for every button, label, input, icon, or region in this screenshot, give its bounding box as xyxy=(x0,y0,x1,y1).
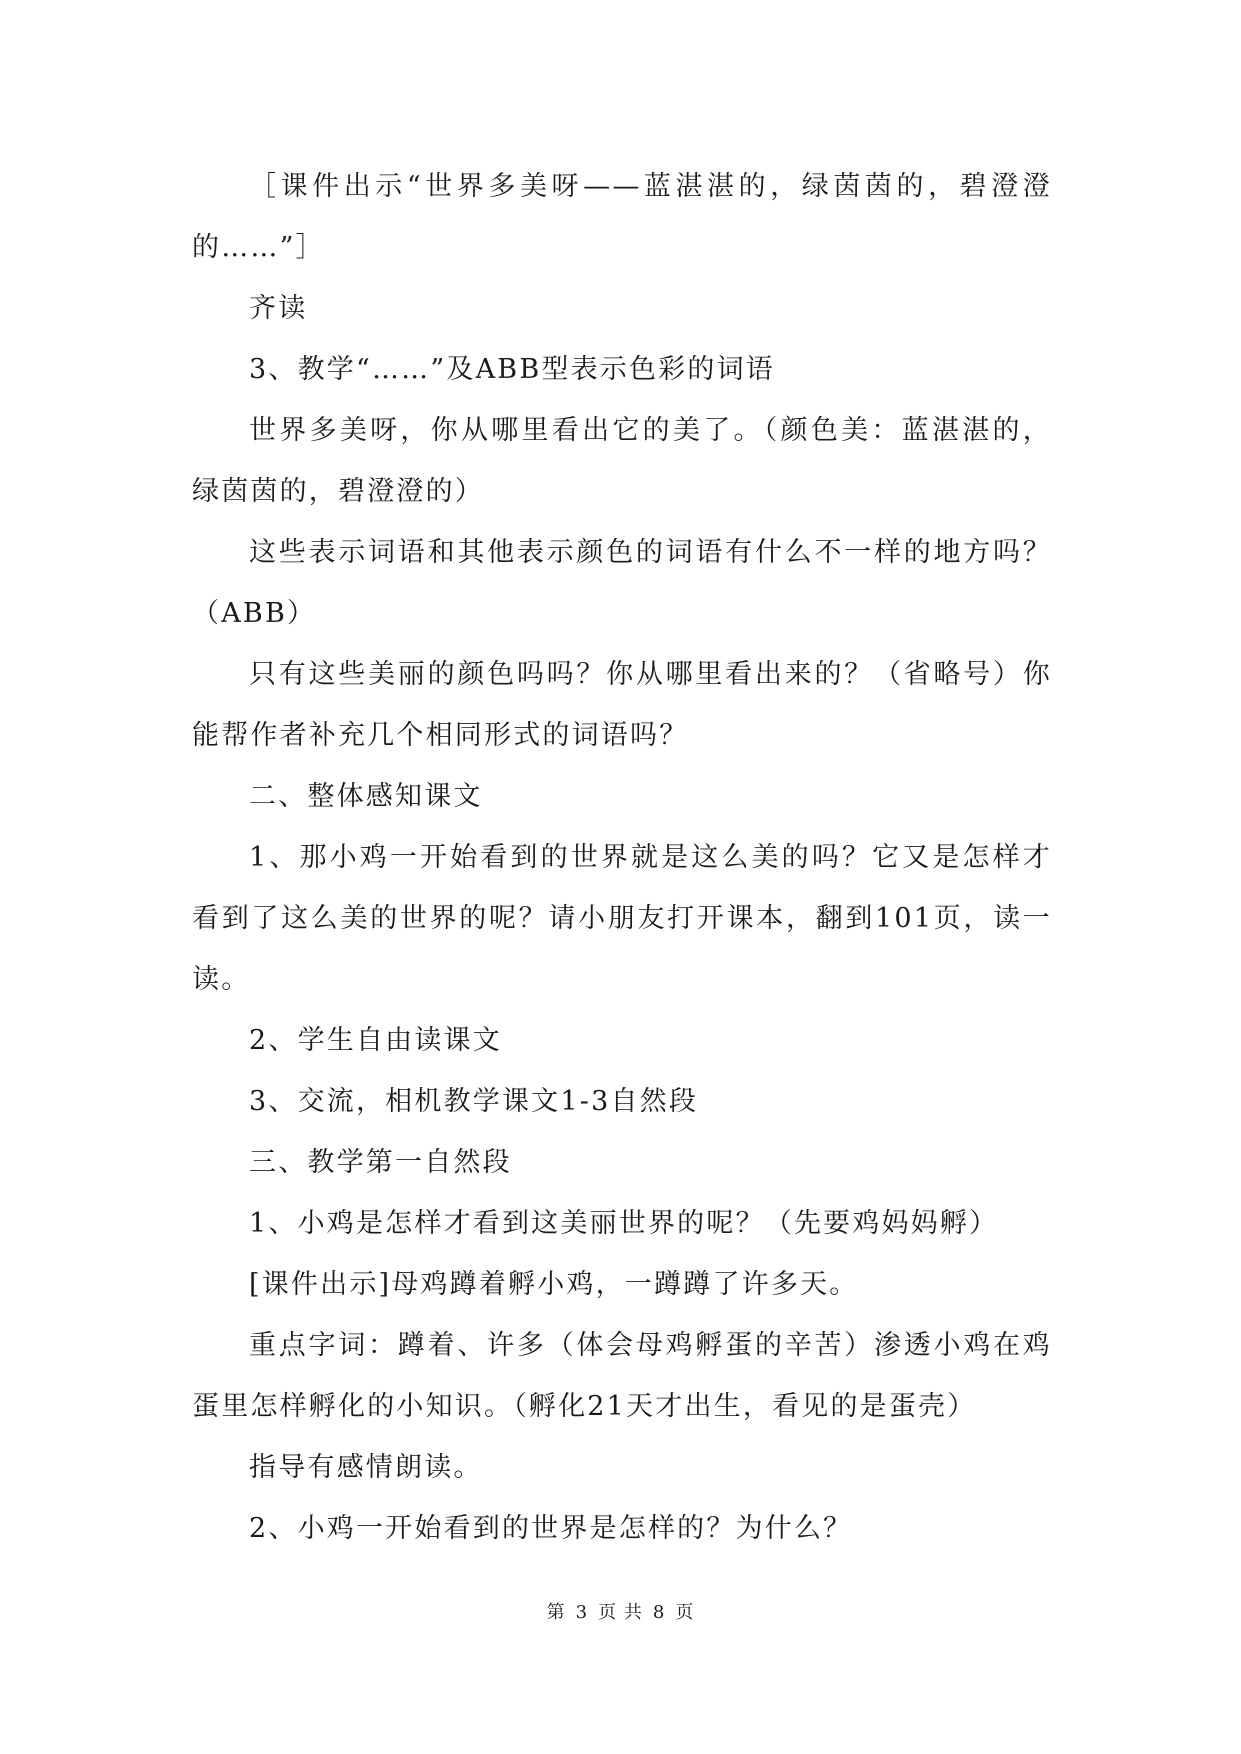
page-footer xyxy=(0,1598,1241,1624)
body-text xyxy=(192,156,1052,1559)
total-pages-number: 8 xyxy=(652,1602,666,1623)
paragraph: [课件出示]母鸡蹲着孵小鸡，一蹲蹲了许多天。 xyxy=(249,1269,859,1300)
footer-suffix: 页 xyxy=(675,1602,695,1623)
paragraph: 1、小鸡是怎样才看到这美丽世界的呢？（先要鸡妈妈孵） xyxy=(249,1208,999,1239)
paragraph: 齐读 xyxy=(249,293,308,324)
section-heading: 三、教学第一自然段 xyxy=(249,1147,512,1178)
paragraph: 指导有感情朗读。 xyxy=(249,1452,483,1483)
paragraph: 1、那小鸡一开始看到的世界就是这么美的吗？它又是怎样才看到了这么美的世界的呢？请小朋友打开课本，翻到101页，读一读。 xyxy=(192,842,1052,995)
paragraph: 这些表示词语和其他表示颜色的词语有什么不一样的地方吗？（ABB） xyxy=(192,537,1052,629)
paragraph: 世界多美呀，你从哪里看出它的美了。（颜色美：蓝湛湛的，绿茵茵的，碧澄澄的） xyxy=(192,415,1052,507)
footer-middle: 页 共 xyxy=(598,1602,643,1623)
paragraph: 2、小鸡一开始看到的世界是怎样的？为什么？ xyxy=(249,1513,853,1544)
paragraph: 3、教学“……”及ABB型表示色彩的词语 xyxy=(249,354,775,385)
paragraph: ［课件出示“世界多美呀——蓝湛湛的，绿茵茵的，碧澄澄的……”］ xyxy=(192,171,1052,263)
current-page-number: 3 xyxy=(575,1602,589,1623)
section-heading: 二、整体感知课文 xyxy=(249,781,483,812)
paragraph: 重点字词：蹲着、许多（体会母鸡孵蛋的辛苦）渗透小鸡在鸡蛋里怎样孵化的小知识。（孵化21天才出生，看见的是蛋壳） xyxy=(192,1330,1052,1422)
paragraph: 2、学生自由读课文 xyxy=(249,1025,502,1056)
paragraph: 3、交流，相机教学课文1-3自然段 xyxy=(249,1086,699,1117)
footer-prefix: 第 xyxy=(546,1602,566,1623)
paragraph: 只有这些美丽的颜色吗吗？你从哪里看出来的？（省略号）你能帮作者补充几个相同形式的词语吗？ xyxy=(192,659,1052,751)
